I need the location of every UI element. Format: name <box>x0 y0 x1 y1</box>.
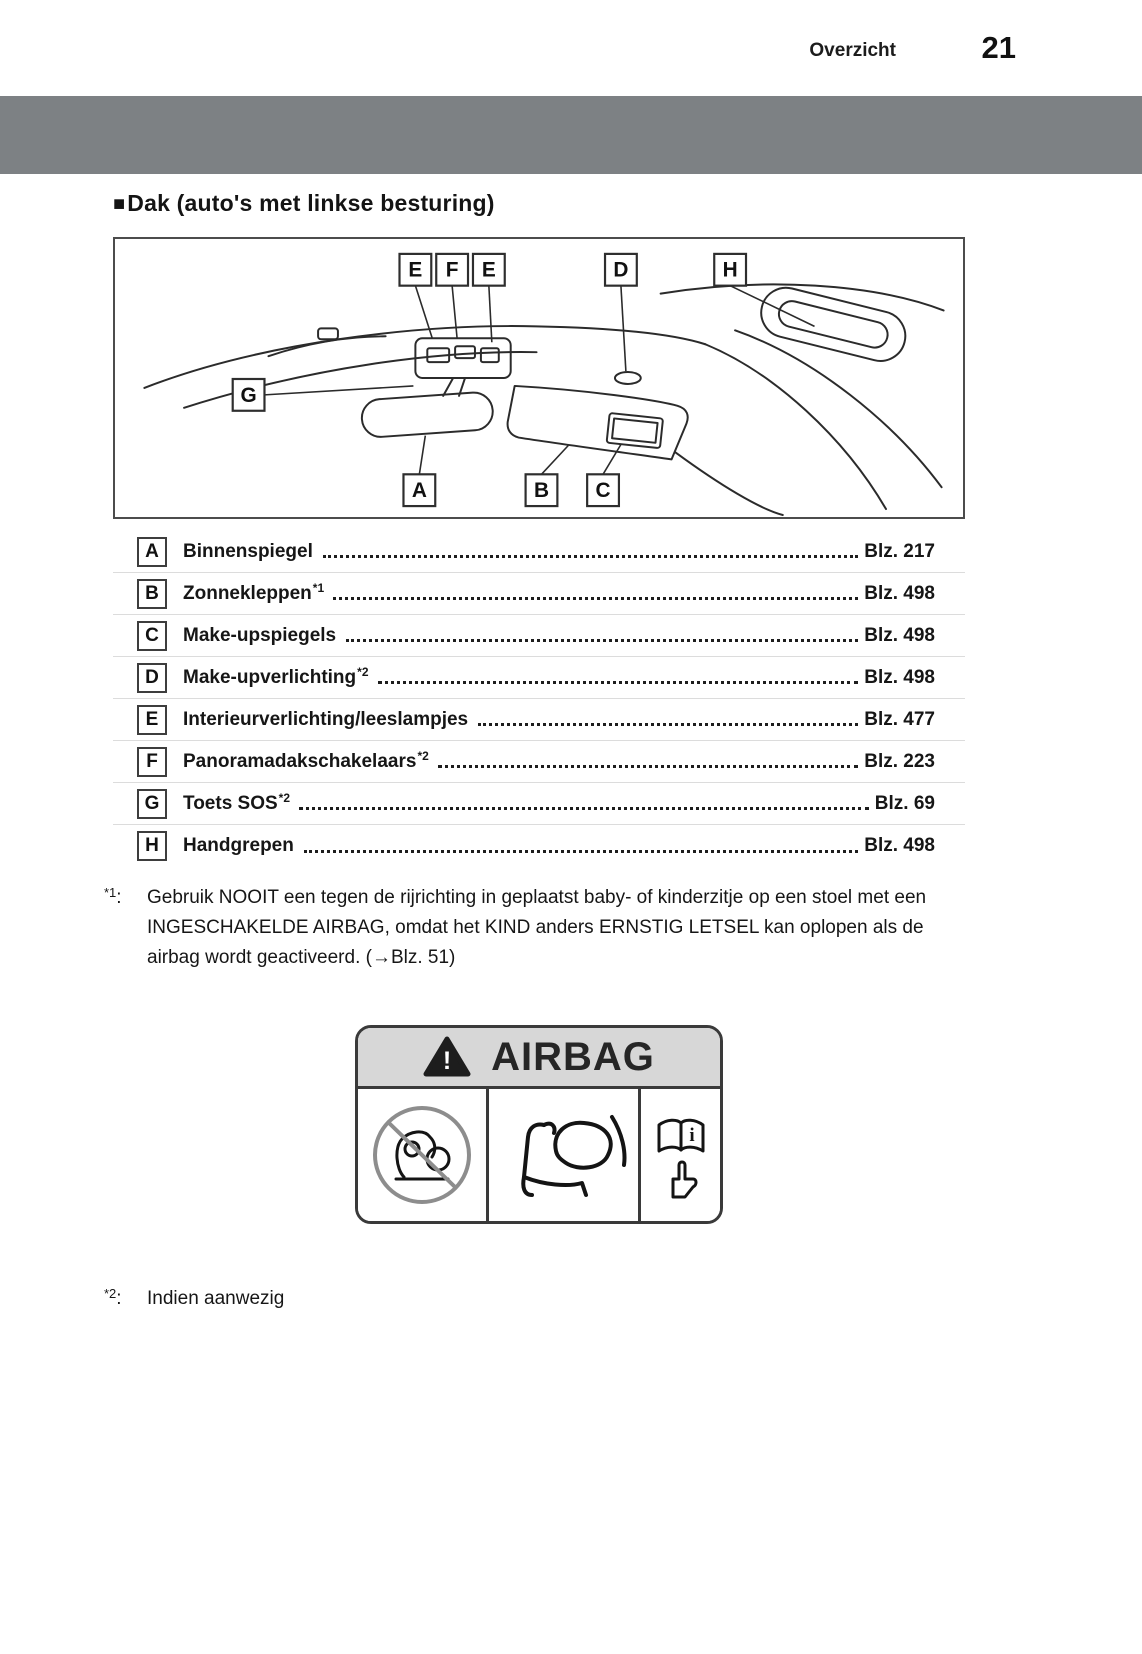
no-rear-facing-child-seat-icon <box>358 1089 486 1221</box>
svg-text:!: ! <box>442 1047 452 1076</box>
footnote-1-text: Gebruik NOOIT een tegen de rijrichting in geplaatst baby- of kinderzitje op een stoel met een INGESCHAKELDE AIRBAG, omdat het KIND anders ERNSTIG LETSEL kan oplopen als de airbag wordt geactiveerd. (→Blz. 51) <box>147 887 927 969</box>
item-label <box>183 748 429 773</box>
roof-diagram <box>115 239 963 517</box>
dot-leader <box>299 807 869 810</box>
airbag-label-pictograms <box>358 1086 720 1221</box>
item-page-ref: Blz. 217 <box>864 540 935 562</box>
list-item <box>113 741 965 783</box>
item-key-badge: B <box>137 579 167 609</box>
dot-leader <box>478 723 858 726</box>
list-item <box>113 783 965 825</box>
item-label <box>183 709 469 731</box>
item-label-text: Make-upspiegels <box>183 624 337 646</box>
svg-text:G: G <box>240 383 257 407</box>
see-owners-manual-icon <box>638 1089 720 1221</box>
dot-leader <box>346 639 858 642</box>
header-page-number: 21 <box>981 30 1016 65</box>
svg-text:H: H <box>722 258 738 282</box>
footnote-1-marker: $^{*1}$: <box>104 885 122 908</box>
svg-text:D: D <box>613 258 629 282</box>
callout-B <box>526 474 558 506</box>
roof-diagram-frame <box>113 237 965 519</box>
footnote-1 <box>104 883 965 973</box>
item-key-badge: D <box>137 663 167 693</box>
list-item <box>113 699 965 741</box>
list-item <box>113 825 965 867</box>
item-footnote-ref: *2 <box>278 790 291 805</box>
page-content <box>104 174 965 1314</box>
svg-text:E: E <box>408 258 423 282</box>
dot-leader <box>323 555 858 558</box>
warning-triangle-icon <box>423 1036 471 1078</box>
svg-text:A: A <box>411 479 427 503</box>
airbag-warning-label <box>355 1025 723 1224</box>
item-label-text: Panoramadakschakelaars <box>183 750 417 772</box>
item-footnote-ref: *2 <box>417 748 429 763</box>
item-key-badge: E <box>137 705 167 735</box>
item-page-ref: Blz. 477 <box>864 708 935 730</box>
callout-E2 <box>473 254 505 286</box>
callout-C <box>587 474 619 506</box>
svg-text:C: C <box>595 479 611 503</box>
heading-text: Dak (auto's met linkse besturing) <box>127 190 495 216</box>
svg-text:i: i <box>688 1125 695 1147</box>
component-index-list <box>113 531 965 867</box>
airbag-deployment-icon <box>486 1089 638 1221</box>
item-key-badge: F <box>137 747 167 777</box>
footnote-2-marker: $^{*2}$: <box>104 1286 122 1310</box>
dot-leader <box>378 681 859 684</box>
item-label <box>183 835 295 857</box>
callout-F <box>436 254 468 286</box>
callout-G <box>233 379 265 411</box>
dot-leader <box>304 850 858 853</box>
item-footnote-ref: *1 <box>312 580 325 595</box>
item-page-ref: Blz. 498 <box>864 835 935 856</box>
item-label-text: Make-upverlichting <box>183 666 357 688</box>
item-label-text: Toets SOS <box>183 792 278 814</box>
item-label <box>183 541 314 563</box>
item-page-ref: Blz. 498 <box>864 624 935 646</box>
item-footnote-ref: *2 <box>357 664 369 679</box>
heading-square-marker: ■ <box>113 193 126 215</box>
item-page-ref: Blz. 223 <box>864 750 935 772</box>
item-label-text: Interieurverlichting/leeslampjes <box>183 708 469 730</box>
callout-D <box>605 254 637 286</box>
item-key-badge: C <box>137 621 167 651</box>
item-label-text: Binnenspiegel <box>183 540 313 562</box>
list-item <box>113 573 965 615</box>
page-title <box>113 190 965 217</box>
list-item <box>113 657 965 699</box>
item-label <box>183 790 291 815</box>
footnote-2-text: Indien aanwezig <box>147 1288 285 1310</box>
list-item <box>113 531 965 573</box>
callout-H <box>714 254 746 286</box>
callout-leader-lines <box>264 286 814 475</box>
airbag-label-header <box>358 1028 720 1086</box>
callout-E1 <box>400 254 432 286</box>
item-page-ref: Blz. 498 <box>864 582 935 604</box>
chapter-gray-band <box>0 96 1142 174</box>
svg-text:F: F <box>445 258 459 282</box>
item-key-badge: H <box>137 831 167 861</box>
header-section-title: Overzicht <box>809 40 896 61</box>
item-label-text: Handgrepen <box>183 835 294 856</box>
svg-text:B: B <box>533 479 550 503</box>
svg-text:E: E <box>481 258 496 282</box>
airbag-label-title: AIRBAG <box>491 1034 655 1079</box>
callout-A <box>403 474 435 506</box>
dot-leader <box>333 597 858 600</box>
item-label-text: Zonnekleppen <box>183 582 312 604</box>
item-label <box>183 625 337 647</box>
item-page-ref: Blz. 69 <box>874 792 935 814</box>
item-key-badge: G <box>137 789 167 819</box>
item-page-ref: Blz. 498 <box>864 666 935 688</box>
dot-leader <box>438 765 858 768</box>
footnote-2 <box>104 1284 965 1314</box>
item-label <box>183 580 325 605</box>
item-key-badge: A <box>137 537 167 567</box>
list-item <box>113 615 965 657</box>
item-label <box>183 664 369 689</box>
